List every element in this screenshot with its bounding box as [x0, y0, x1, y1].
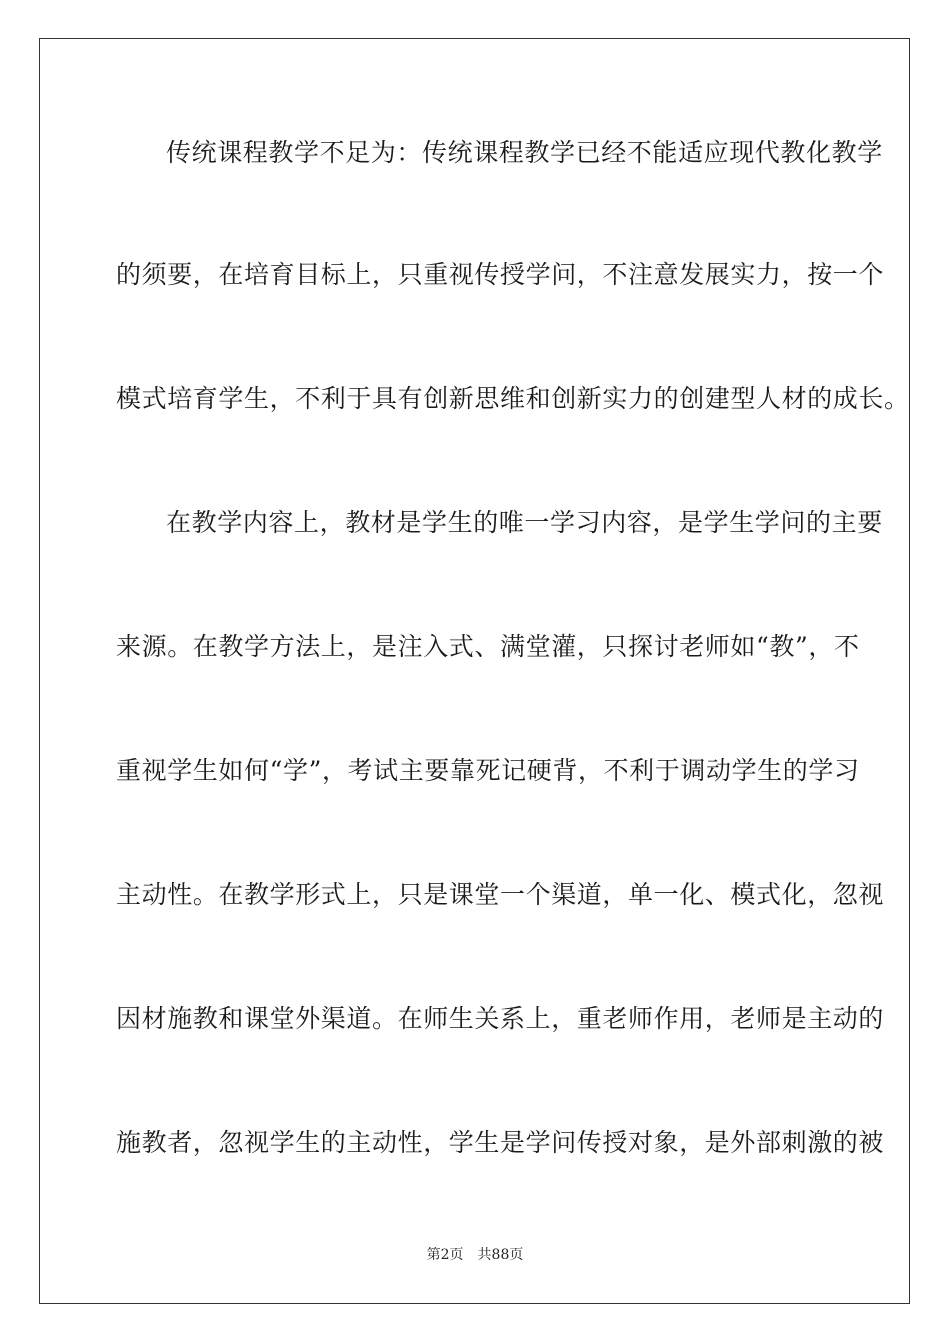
- page-footer: [0, 1246, 950, 1264]
- page-number: 第2页: [426, 1247, 464, 1263]
- paragraph-line-7: 主动性。在教学形式上，只是课堂一个渠道，单一化、模式化，忽视: [116, 880, 885, 909]
- paragraph-line-8: 因材施教和课堂外渠道。在师生关系上，重老师作用，老师是主动的: [116, 1004, 885, 1033]
- paragraph-line-5: 来源。在教学方法上，是注入式、满堂灌，只探讨老师如“教”，不: [116, 632, 860, 661]
- paragraph-line-6: 重视学生如何“学”，考试主要靠死记硬背，不利于调动学生的学习: [116, 756, 860, 785]
- page-border: [39, 38, 910, 1304]
- paragraph-line-4: 在教学内容上，教材是学生的唯一学习内容，是学生学问的主要: [166, 508, 883, 537]
- paragraph-line-3: 模式培育学生，不利于具有创新思维和创新实力的创建型人材的成长。: [116, 384, 910, 413]
- paragraph-line-1: 传统课程教学不足为：传统课程教学已经不能适应现代教化教学: [166, 138, 883, 167]
- paragraph-line-9: 施教者，忽视学生的主动性，学生是学问传授对象，是外部刺激的被: [116, 1128, 885, 1157]
- total-pages: 共88页: [477, 1247, 524, 1263]
- paragraph-line-2: 的须要，在培育目标上，只重视传授学问，不注意发展实力，按一个: [116, 260, 885, 289]
